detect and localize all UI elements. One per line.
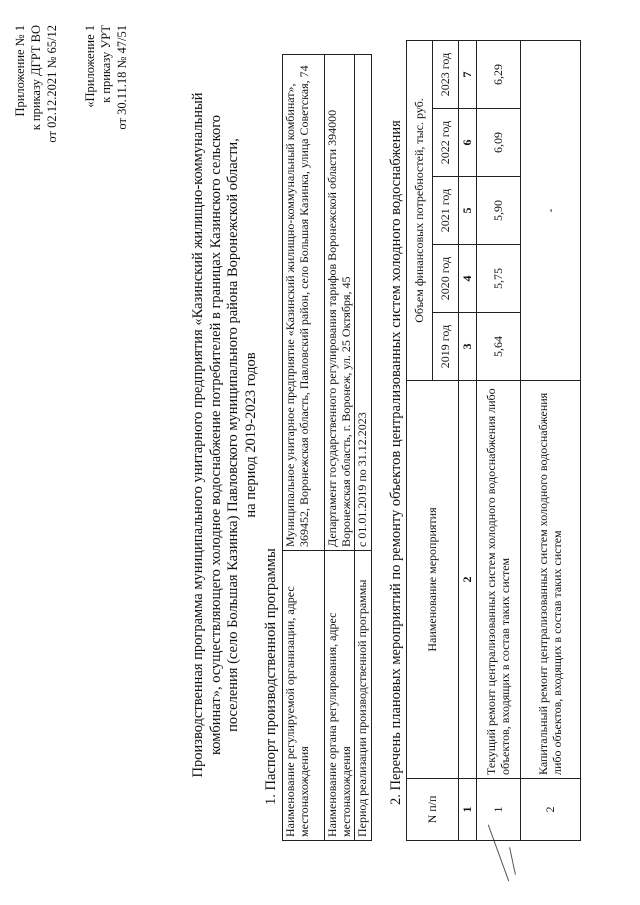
appendix-current — [12, 25, 60, 265]
appendix-previous-line1: «Приложение 1 — [83, 25, 97, 108]
passport-label-regulator: Наименование органа регулирования, адрес местонахождения — [325, 551, 355, 841]
appendix-previous-line2: к приказу УРТ — [99, 25, 113, 103]
table-row — [477, 40, 521, 840]
row-value-2022: 6,09 — [477, 109, 521, 177]
row-name: Текущий ремонт централизованных систем холодного водоснабжения либо объектов, входящих в состав таких систем — [477, 381, 521, 779]
header-year: 2021 год — [433, 177, 459, 245]
header-volume: Объем финансовых потребностей, тыс. руб. — [407, 40, 433, 380]
pen-stroke — [509, 847, 516, 875]
passport-value-regulator: Департамент государственного регулирования тарифов Воронежской области 394000 Воронежская область, г. Воронеж, ул. 25 Октября, 45 — [325, 55, 355, 551]
table-header-row — [407, 40, 433, 840]
table-row — [355, 55, 372, 841]
header-name: Наименование мероприятия — [407, 381, 459, 779]
appendix-current-line1: Приложение № 1 — [13, 25, 27, 117]
row-name: Капитальный ремонт централизованных систем холодного водоснабжения либо объектов, входящих в состав таких систем — [521, 381, 581, 779]
title-line1: Производственная программа муниципального унитарного предприятия «Казинский жилищно-коммунальный — [190, 92, 206, 778]
index-cell: 4 — [459, 245, 477, 313]
row-num: 2 — [521, 779, 581, 841]
section1-heading: 1. Паспорт производственной программы — [263, 548, 279, 805]
passport-label-period: Период реализации производственной программы — [355, 551, 372, 841]
index-cell: 3 — [459, 313, 477, 381]
passport-table — [282, 54, 372, 841]
appendix-previous — [82, 25, 130, 265]
table-row — [283, 55, 325, 841]
passport-value-period: с 01.01.2019 по 31.12.2023 — [355, 55, 372, 551]
header-num: N п/п — [407, 779, 459, 841]
appendix-current-line3: от 02.12.2021 № 65/12 — [45, 25, 59, 143]
index-cell: 6 — [459, 109, 477, 177]
title-line3: поселения (село Большая Казинка) Павловского муниципального района Воронежской области, — [225, 138, 241, 732]
row-num: 1 — [477, 779, 521, 841]
table-row — [325, 55, 355, 841]
header-year: 2022 год — [433, 109, 459, 177]
appendix-current-line2: к приказу ДГРТ ВО — [29, 25, 43, 131]
header-year: 2023 год — [433, 40, 459, 108]
index-cell: 2 — [459, 381, 477, 779]
table-row — [521, 40, 581, 840]
index-cell: 5 — [459, 177, 477, 245]
title-line2: комбинат», осуществляющего холодное водоснабжение потребителей в границах Казинского сельского — [207, 114, 224, 756]
passport-label-org: Наименование регулируемой организации, адрес местонахождения — [283, 551, 325, 841]
row-value-2019: 5,64 — [477, 313, 521, 381]
passport-value-org: Муниципальное унитарное предприятие «Казинский жилищно-коммунальный комбинат», 369452, Воронежская область, Павловский район, село Большая Казинка, улица Советская, 74 — [283, 55, 325, 551]
title-line4: на период 2019-2023 годов — [242, 352, 259, 518]
index-cell: 7 — [459, 40, 477, 108]
row-value-2021: 5,90 — [477, 177, 521, 245]
row-value-2020: 5,75 — [477, 245, 521, 313]
program-title — [190, 35, 260, 835]
section2-heading: 2. Перечень плановых мероприятий по ремонту объектов централизованных систем холодного водоснабжения — [388, 120, 404, 805]
index-cell: 1 — [459, 779, 477, 841]
appendix-previous-line3: от 30.11.18 № 47/51 — [115, 25, 129, 130]
row-value-2023: 6,29 — [477, 40, 521, 108]
header-year: 2019 год — [433, 313, 459, 381]
row-dash: - — [521, 40, 581, 380]
table-index-row — [459, 40, 477, 840]
header-year: 2020 год — [433, 245, 459, 313]
repair-measures-table — [406, 40, 581, 841]
